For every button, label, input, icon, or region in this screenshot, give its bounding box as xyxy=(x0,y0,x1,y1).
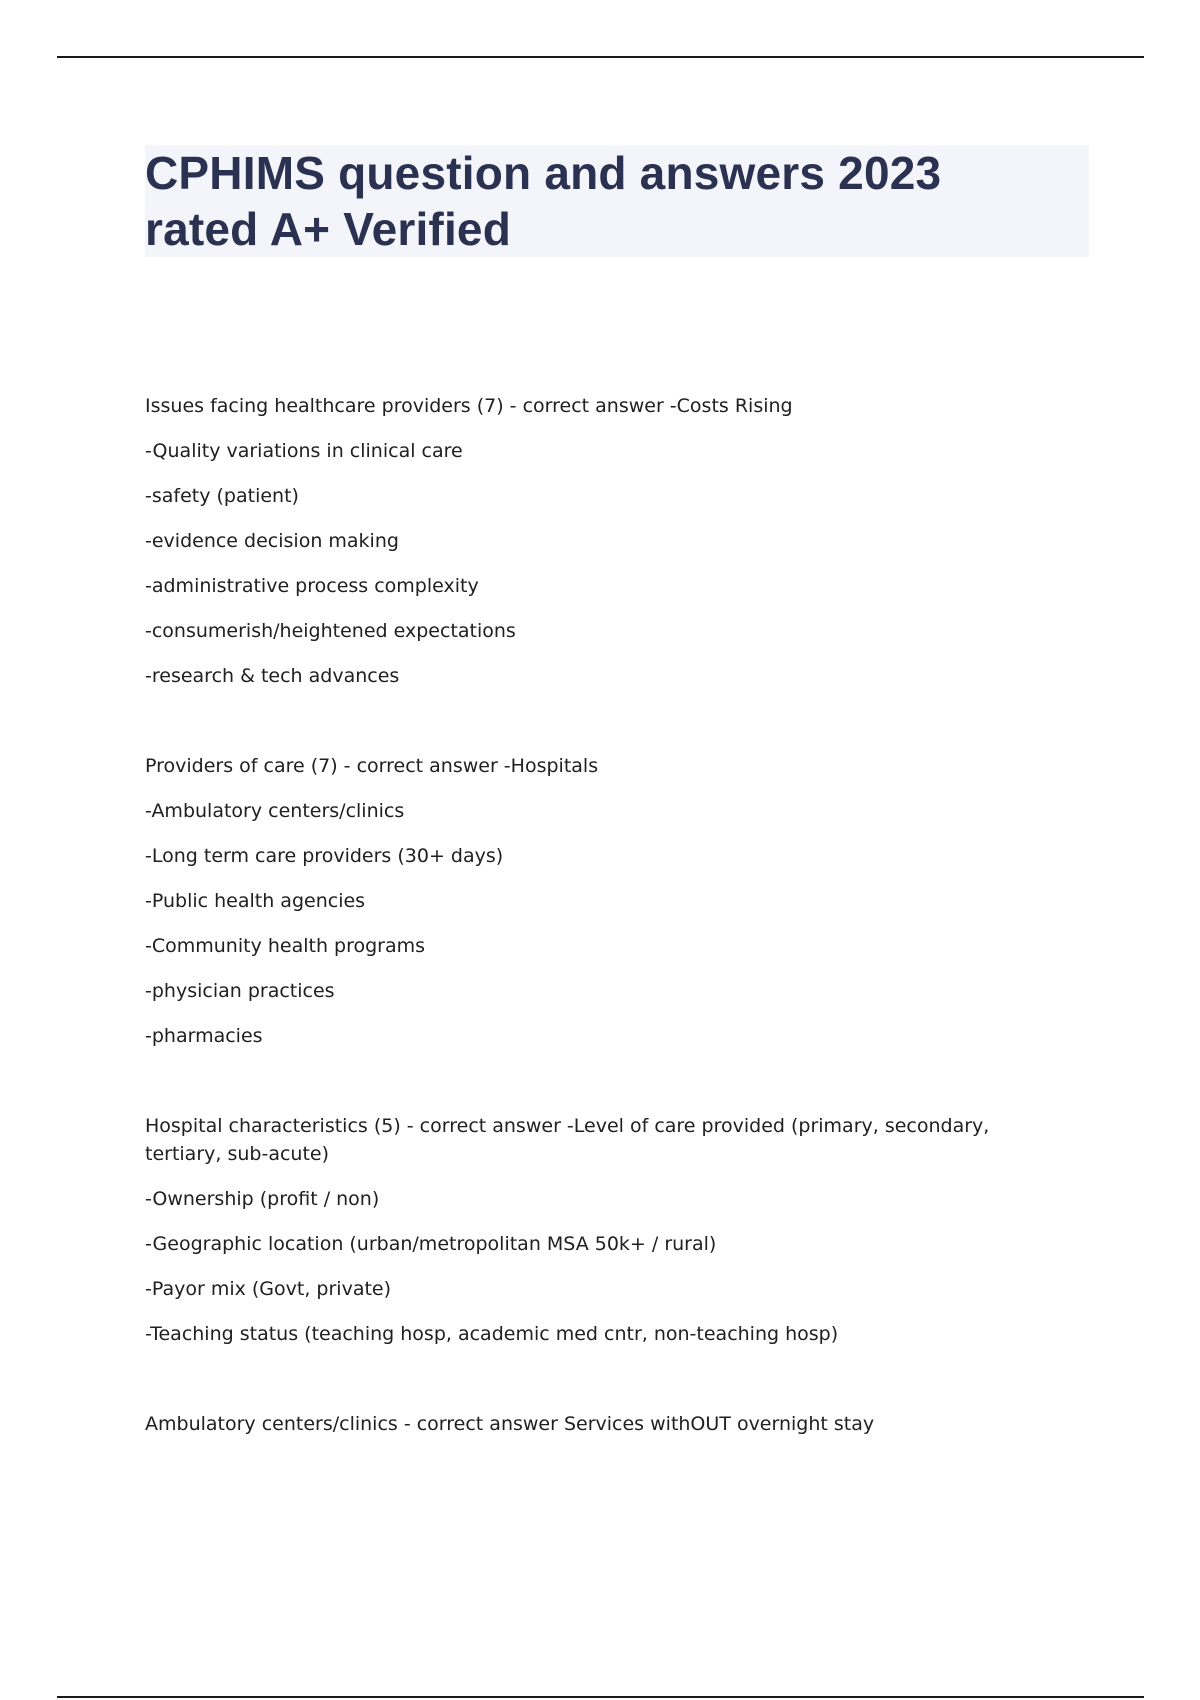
qa-question-line: Ambulatory centers/clinics - correct answer Services withOUT overnight stay xyxy=(145,1413,875,1435)
qa-block xyxy=(145,1410,1065,1455)
qa-answer-line: -research & tech advances xyxy=(145,665,400,687)
qa-answer-line: -administrative process complexity xyxy=(145,575,479,597)
document-body xyxy=(145,392,1065,1500)
qa-block xyxy=(145,392,1065,707)
qa-question-line: Hospital characteristics (5) - correct answer -Level of care provided (primary, secondary, tertiary, sub-acute) xyxy=(145,1115,990,1165)
qa-answer-line: -Long term care providers (30+ days) xyxy=(145,845,504,867)
qa-answer-line: -pharmacies xyxy=(145,1025,263,1047)
qa-answer-line: -Payor mix (Govt, private) xyxy=(145,1278,392,1300)
qa-answer-line: -consumerish/heightened expectations xyxy=(145,620,516,642)
qa-answer-line: -Public health agencies xyxy=(145,890,366,912)
document-title: CPHIMS question and answers 2023 rated A+ Verified xyxy=(145,147,942,255)
qa-question-line: Providers of care (7) - correct answer -Hospitals xyxy=(145,755,599,777)
qa-answer-line: -Teaching status (teaching hosp, academic med cntr, non-teaching hosp) xyxy=(145,1323,839,1345)
qa-block xyxy=(145,1112,1065,1365)
title-banner xyxy=(145,145,1089,257)
qa-answer-line: -Community health programs xyxy=(145,935,426,957)
qa-question-line: Issues facing healthcare providers (7) - correct answer -Costs Rising xyxy=(145,395,793,417)
qa-answer-line: -Quality variations in clinical care xyxy=(145,440,463,462)
qa-answer-line: -Geographic location (urban/metropolitan MSA 50k+ / rural) xyxy=(145,1233,717,1255)
qa-answer-line: -physician practices xyxy=(145,980,335,1002)
qa-block xyxy=(145,752,1065,1067)
qa-answer-line: -safety (patient) xyxy=(145,485,299,507)
qa-answer-line: -evidence decision making xyxy=(145,530,399,552)
top-divider xyxy=(57,56,1144,58)
qa-answer-line: -Ambulatory centers/clinics xyxy=(145,800,405,822)
qa-answer-line: -Ownership (profit / non) xyxy=(145,1188,380,1210)
bottom-divider xyxy=(57,1696,1144,1698)
